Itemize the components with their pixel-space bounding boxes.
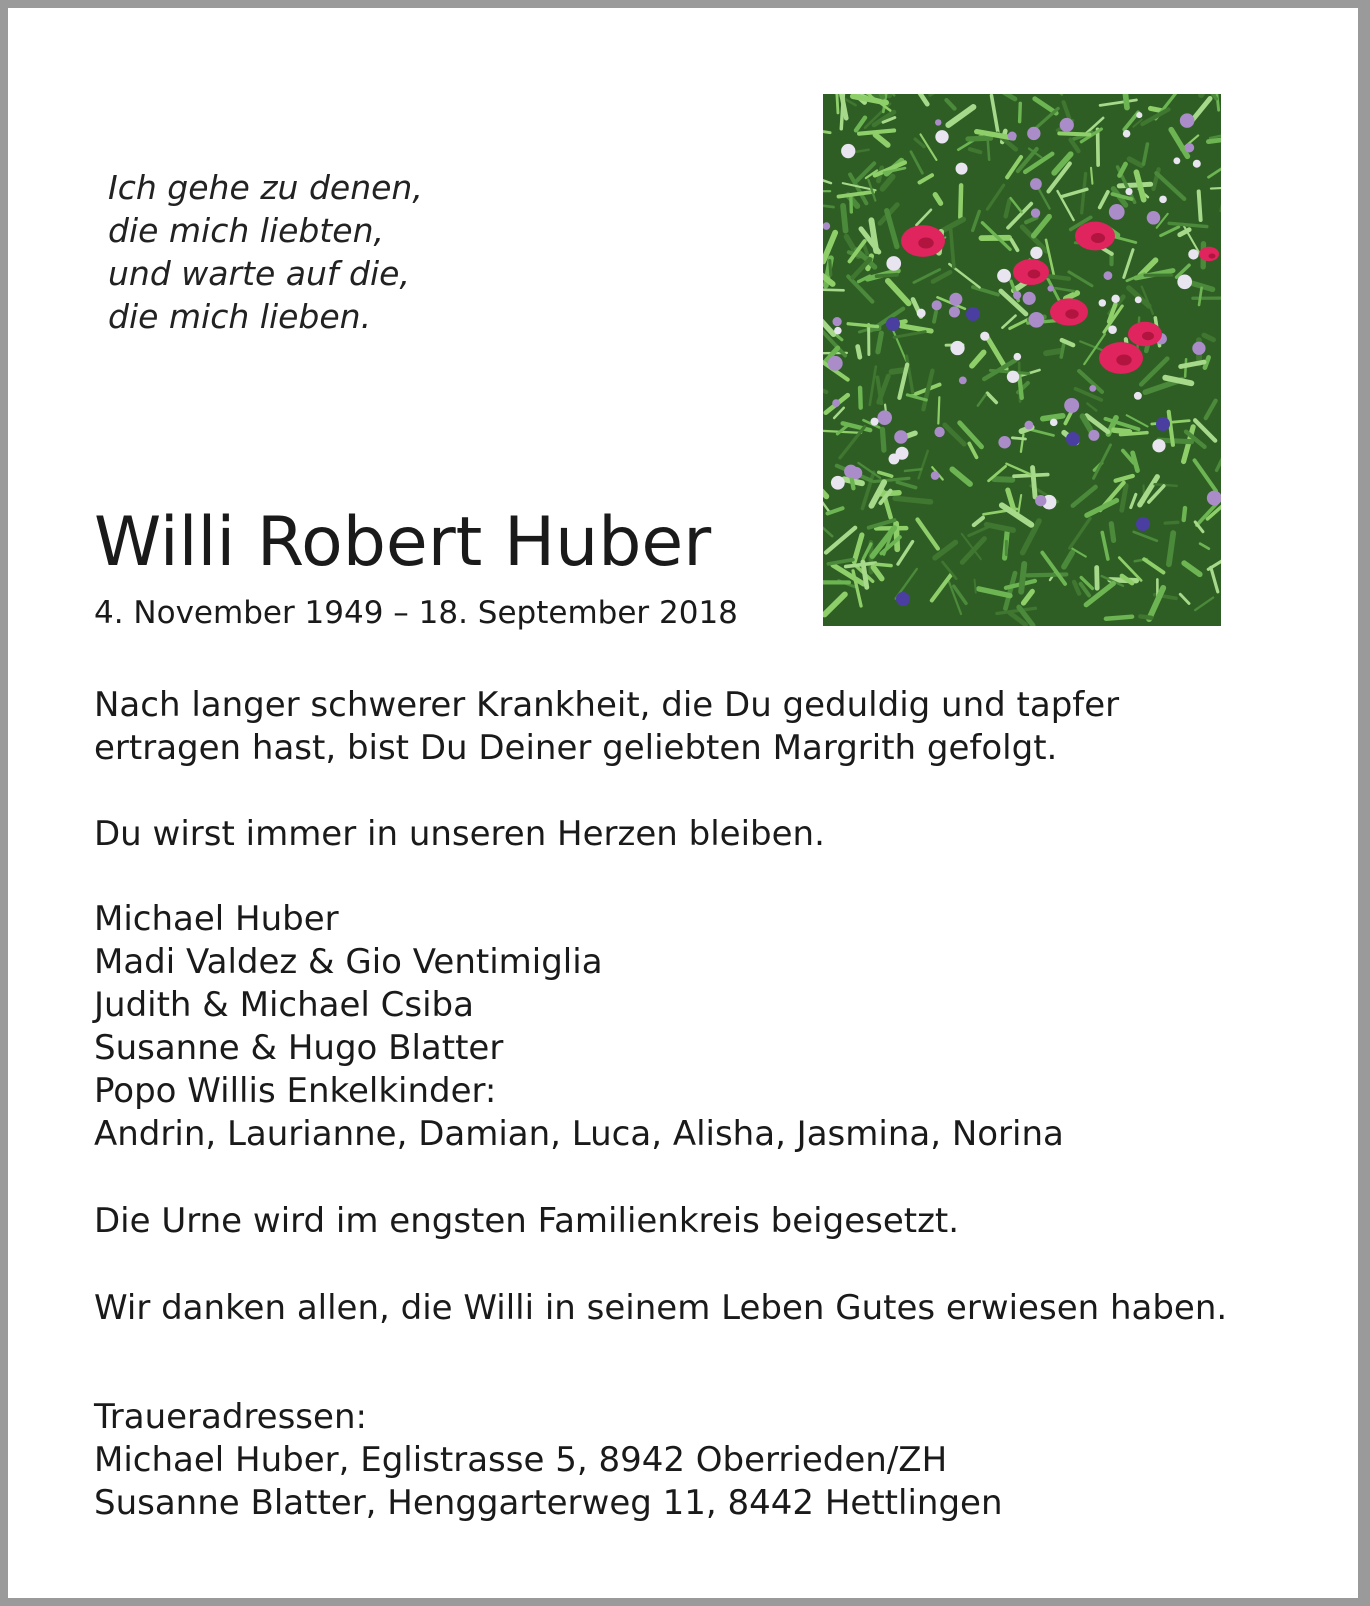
poppy-center — [1028, 270, 1041, 279]
leaf-stroke — [876, 564, 891, 565]
leaf-stroke — [1020, 103, 1021, 121]
small-blossom — [1024, 421, 1033, 430]
leaf-stroke — [960, 185, 961, 217]
small-blossom — [1193, 160, 1201, 168]
mourner-entry: Michael Huber — [94, 899, 339, 939]
small-blossom — [828, 356, 843, 371]
leaf-stroke — [1208, 139, 1221, 141]
leaf-stroke — [1106, 617, 1132, 619]
small-blossom — [1185, 143, 1195, 153]
small-blossom — [935, 119, 941, 125]
blue-blossom — [1066, 432, 1080, 446]
small-blossom — [1013, 291, 1021, 299]
small-blossom — [831, 476, 845, 490]
poem-line: die mich liebten, — [108, 211, 385, 250]
small-blossom — [1029, 312, 1045, 328]
poppy-center — [1116, 355, 1131, 366]
poem-line: Ich gehe zu denen, — [108, 168, 423, 207]
leaf-stroke — [938, 397, 939, 423]
wildflower-meadow-photo — [823, 94, 1221, 626]
leaf-stroke — [892, 370, 903, 371]
leaf-stroke — [1111, 524, 1113, 541]
small-blossom — [870, 418, 878, 426]
mourning-addresses — [94, 1396, 1003, 1525]
small-blossom — [1031, 208, 1040, 217]
poppy-center — [1065, 309, 1078, 319]
poppy-center — [1142, 332, 1154, 341]
leaf-stroke — [905, 469, 921, 471]
leaf-stroke — [882, 430, 883, 451]
leaf-stroke — [1125, 94, 1127, 108]
small-blossom — [959, 377, 967, 385]
small-blossom — [1064, 398, 1079, 413]
leaf-stroke — [1091, 168, 1092, 184]
blue-blossom — [966, 307, 980, 321]
poppy-center — [1091, 233, 1105, 243]
leaf-stroke — [1059, 133, 1089, 134]
small-blossom — [886, 256, 901, 271]
poem-line: die mich lieben. — [108, 297, 372, 336]
leaf-stroke — [1021, 564, 1024, 592]
small-blossom — [1177, 275, 1192, 290]
small-blossom — [1047, 285, 1053, 291]
leaf-stroke — [830, 261, 831, 275]
leaf-stroke — [895, 498, 931, 502]
small-blossom — [1125, 188, 1132, 195]
small-blossom — [931, 471, 940, 480]
small-blossom — [949, 306, 960, 317]
poppy-center — [918, 238, 933, 249]
leaf-stroke — [1211, 188, 1221, 189]
small-blossom — [1136, 112, 1142, 118]
blue-blossom — [886, 317, 900, 331]
leaf-stroke — [1199, 191, 1201, 220]
small-blossom — [1192, 342, 1205, 355]
leaf-stroke — [860, 388, 861, 408]
small-blossom — [1104, 271, 1113, 280]
addresses-heading: Traueradressen: — [94, 1397, 367, 1437]
small-blossom — [1123, 130, 1131, 138]
small-blossom — [1147, 211, 1160, 224]
small-blossom — [832, 399, 840, 407]
small-blossom — [935, 130, 948, 143]
small-blossom — [1108, 325, 1117, 334]
small-blossom — [998, 436, 1010, 448]
small-blossom — [956, 163, 968, 175]
small-blossom — [1180, 113, 1195, 128]
leaf-stroke — [878, 333, 881, 352]
leaf-stroke — [934, 312, 936, 322]
small-blossom — [1050, 419, 1058, 427]
small-blossom — [844, 465, 858, 479]
small-blossom — [1152, 439, 1165, 452]
leaf-stroke — [877, 275, 897, 276]
leaf-stroke — [994, 479, 1012, 480]
leaf-stroke — [1061, 344, 1064, 357]
leaf-stroke — [1140, 616, 1151, 617]
small-blossom — [1134, 392, 1142, 400]
small-blossom — [1023, 292, 1036, 305]
small-blossom — [894, 430, 907, 443]
poppy-flower — [1199, 247, 1219, 261]
small-blossom — [1008, 132, 1017, 141]
mourner-entry: Susanne & Hugo Blatter — [94, 1028, 504, 1068]
leaf-stroke — [968, 138, 991, 139]
small-blossom — [1014, 353, 1022, 361]
mourner-entry: Popo Willis Enkelkinder: — [94, 1071, 497, 1111]
small-blossom — [1030, 178, 1042, 190]
small-blossom — [896, 447, 909, 460]
remembrance-line: Du wirst immer in unseren Herzen bleiben. — [94, 814, 825, 854]
small-blossom — [980, 332, 989, 341]
message-line: Nach langer schwerer Krankheit, die Du geduldig und tapfer — [94, 685, 1120, 725]
small-blossom — [1159, 196, 1167, 204]
small-blossom — [1207, 491, 1221, 506]
small-blossom — [1007, 371, 1019, 383]
small-blossom — [997, 269, 1011, 283]
small-blossom — [1111, 295, 1119, 303]
message-line: ertragen hast, bist Du Deiner geliebten Margrith gefolgt. — [94, 728, 1058, 768]
address-line: Michael Huber, Eglistrasse 5, 8942 Oberrieden/ZH — [94, 1440, 948, 1480]
small-blossom — [1030, 247, 1042, 259]
small-blossom — [1027, 127, 1040, 140]
deceased-name: Willi Robert Huber — [94, 503, 712, 582]
leaf-stroke — [988, 142, 989, 160]
small-blossom — [1109, 204, 1125, 220]
leaf-stroke — [1043, 416, 1063, 419]
small-blossom — [1173, 157, 1180, 164]
leaf-stroke — [970, 149, 980, 152]
leaf-stroke — [1119, 184, 1150, 186]
small-blossom — [832, 317, 841, 326]
small-blossom — [877, 410, 892, 425]
small-blossom — [1035, 495, 1046, 506]
meadow-illustration — [823, 94, 1221, 626]
small-blossom — [1089, 385, 1096, 392]
poem-line: und warte auf die, — [108, 254, 410, 293]
small-blossom — [932, 300, 942, 310]
leaf-stroke — [1165, 522, 1178, 523]
thanks-line: Wir danken allen, die Willi in seinem Leben Gutes erwiesen haben. — [94, 1288, 1228, 1328]
blue-blossom — [896, 592, 910, 606]
farewell-message — [94, 684, 1119, 770]
blue-blossom — [1156, 417, 1170, 431]
leaf-stroke — [1150, 108, 1161, 110]
small-blossom — [949, 293, 962, 306]
small-blossom — [1060, 118, 1074, 132]
small-blossom — [1088, 430, 1099, 441]
burial-note: Die Urne wird im engsten Familienkreis beigesetzt. — [94, 1201, 960, 1241]
small-blossom — [934, 427, 944, 437]
leaf-stroke — [1019, 374, 1022, 398]
small-blossom — [950, 341, 964, 355]
life-dates: 4. November 1949 – 18. September 2018 — [94, 595, 738, 631]
poppy-center — [1209, 254, 1216, 259]
small-blossom — [917, 309, 926, 318]
leaf-stroke — [823, 290, 844, 291]
leaf-stroke — [1033, 468, 1036, 497]
mourner-entry: Madi Valdez & Gio Ventimiglia — [94, 942, 603, 982]
leaf-stroke — [843, 206, 846, 231]
small-blossom — [834, 327, 842, 335]
leaf-stroke — [975, 580, 976, 593]
leaf-stroke — [1184, 508, 1185, 520]
poem — [108, 166, 423, 338]
leaf-stroke — [1114, 430, 1130, 432]
small-blossom — [1099, 299, 1106, 306]
address-line: Susanne Blatter, Henggarterweg 11, 8442 Hettlingen — [94, 1483, 1003, 1523]
leaf-stroke — [1046, 351, 1061, 353]
mourner-entry: Andrin, Laurianne, Damian, Luca, Alisha, Jasmina, Norina — [94, 1114, 1064, 1154]
small-blossom — [841, 144, 855, 158]
leaf-stroke — [1155, 484, 1177, 486]
leaf-stroke — [1012, 438, 1025, 439]
small-blossom — [1135, 296, 1142, 303]
leaf-stroke — [1098, 129, 1099, 165]
mourners-list — [94, 898, 1064, 1156]
small-blossom — [1188, 249, 1198, 259]
blue-blossom — [1136, 517, 1150, 531]
leaf-stroke — [858, 347, 860, 358]
mourner-entry: Judith & Michael Csiba — [94, 985, 474, 1025]
